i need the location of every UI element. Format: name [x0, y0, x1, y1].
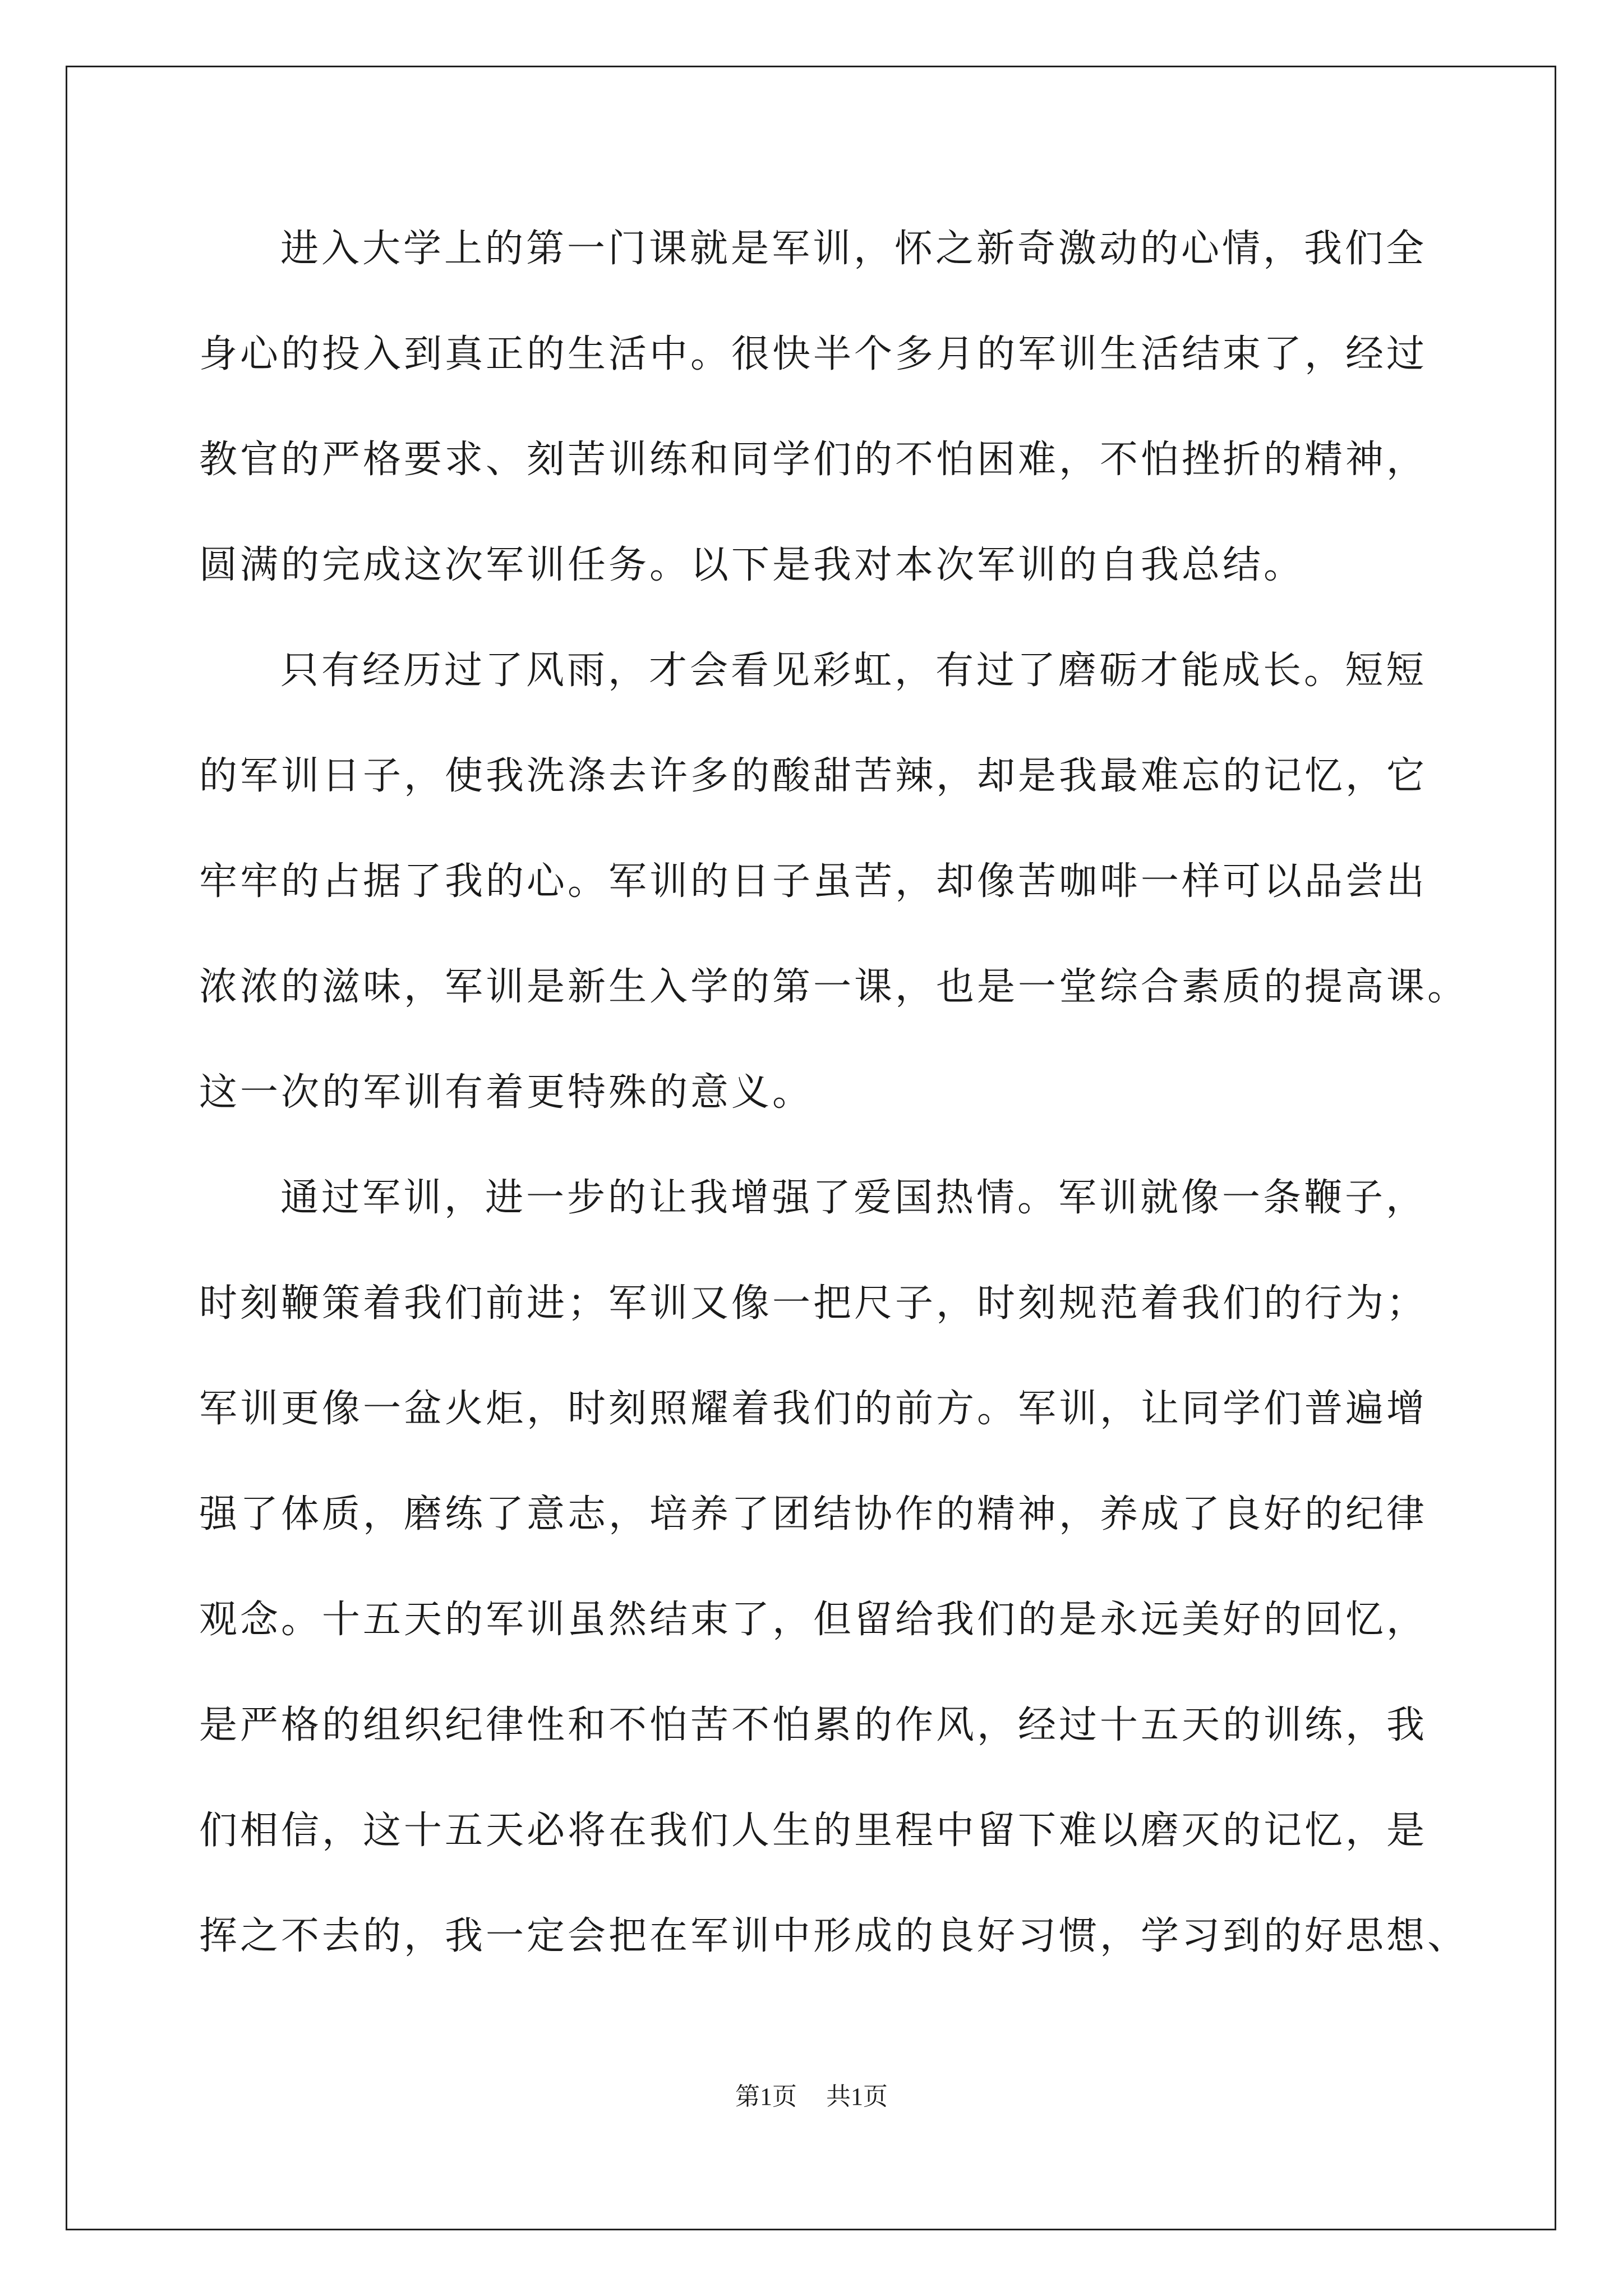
- paragraph-2-line-5: 这一次的军训有着更特殊的意义。: [199, 1070, 814, 1115]
- page-footer: [0, 2081, 1623, 2113]
- paragraph-2-line-1: 只有经历过了风雨，才会看见彩虹，有过了磨砺才能成长。短短: [280, 648, 1427, 693]
- page-frame: [66, 66, 1556, 2230]
- paragraph-3-line-2: 时刻鞭策着我们前进；军训又像一把尺子，时刻规范着我们的行为；: [199, 1281, 1428, 1326]
- paragraph-1-line-3: 教官的严格要求、刻苦训练和同学们的不怕困难，不怕挫折的精神，: [199, 438, 1428, 482]
- paragraph-3-line-8: 挥之不去的，我一定会把在军训中形成的良好习惯，学习到的好思想、: [199, 1914, 1469, 1958]
- paragraph-3-line-6: 是严格的组织纪律性和不怕苦不怕累的作风，经过十五天的训练，我: [199, 1703, 1428, 1747]
- paragraph-2-line-4: 浓浓的滋味，军训是新生入学的第一课，也是一堂综合素质的提高课。: [199, 965, 1469, 1009]
- paragraph-1-line-1: 进入大学上的第一门课就是军训，怀之新奇激动的心情，我们全: [280, 227, 1427, 271]
- paragraph-3-line-3: 军训更像一盆火炬，时刻照耀着我们的前方。军训，让同学们普遍增: [199, 1387, 1428, 1431]
- paragraph-2-line-2: 的军训日子，使我洗涤去许多的酸甜苦辣，却是我最难忘的记忆，它: [199, 754, 1428, 798]
- paragraph-3-line-4: 强了体质，磨练了意志，培养了团结协作的精神，养成了良好的纪律: [199, 1492, 1428, 1536]
- page-number-current: 第1页: [735, 2083, 797, 2110]
- paragraph-3-line-5: 观念。十五天的军训虽然结束了，但留给我们的是永远美好的回忆，: [199, 1598, 1428, 1642]
- paragraph-2-line-3: 牢牢的占据了我的心。军训的日子虽苦，却像苦咖啡一样可以品尝出: [199, 859, 1428, 904]
- paragraph-1-line-4: 圆满的完成这次军训任务。以下是我对本次军训的自我总结。: [199, 543, 1305, 587]
- paragraph-3-line-7: 们相信，这十五天必将在我们人生的里程中留下难以磨灭的记忆，是: [199, 1809, 1428, 1853]
- page-number-total: 共1页: [826, 2083, 888, 2110]
- paragraph-3-line-1: 通过军训，进一步的让我增强了爱国热情。军训就像一条鞭子，: [280, 1176, 1427, 1220]
- paragraph-1-line-2: 身心的投入到真正的生活中。很快半个多月的军训生活结束了，经过: [199, 332, 1428, 376]
